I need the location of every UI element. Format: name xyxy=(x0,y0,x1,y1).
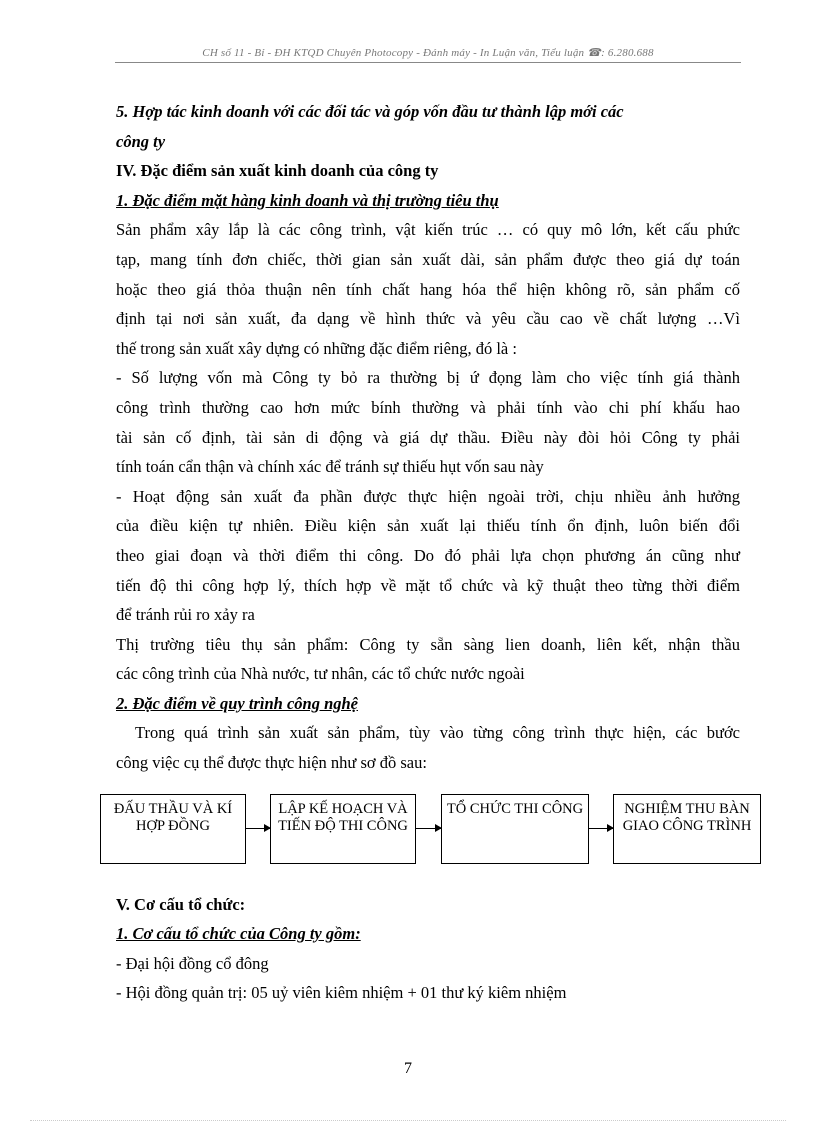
paragraph-line: công việc cụ thể được thực hiện như sơ đồ sau: xyxy=(116,753,427,773)
header-rule xyxy=(115,62,741,63)
paragraph-line: theo giai đoạn và thời điểm thi công. Do đó phải lựa chọn phương án cũng như xyxy=(116,545,740,565)
flow-box-construction: TỔ CHỨC THI CÔNG xyxy=(441,794,589,864)
paragraph-line: để tránh rủi ro xảy ra xyxy=(116,605,255,625)
flow-arrow xyxy=(589,828,613,829)
paragraph-line: tính toán cẩn thận và chính xác để tránh sự thiếu hụt vốn sau này xyxy=(116,457,544,477)
paragraph-line: - Số lượng vốn mà Công ty bỏ ra thường bị ứ đọng làm cho việc tính giá thành xyxy=(116,368,740,388)
page-number: 7 xyxy=(404,1060,412,1077)
paragraph-line: công trình thường cao hơn mức bính thường và phải tính vào chi phí khấu hao xyxy=(116,397,740,417)
process-flow-diagram xyxy=(113,788,752,874)
section-heading-5-cont: công ty xyxy=(116,131,166,151)
list-item: - Hội đồng quản trị: 05 uỷ viên kiêm nhiệm + 01 thư ký kiêm nhiệm xyxy=(116,983,567,1003)
paragraph-line: của điều kiện tự nhiên. Điều kiện sản xuất lại thiếu tính ổn định, luôn biến đổi xyxy=(116,516,740,536)
paragraph-line: tài sản cố định, tài sản di động và giá dự thầu. Điều này đòi hỏi Công ty phải xyxy=(116,427,740,447)
paragraph-line: Thị trường tiêu thụ sản phẩm: Công ty sẵn sàng lien doanh, liên kết, nhận thầu xyxy=(116,634,740,654)
subheading-1: 1. Đặc điểm mặt hàng kinh doanh và thị trường tiêu thụ xyxy=(116,190,499,210)
chapter-heading-iv: IV. Đặc điểm sản xuất kinh doanh của công ty xyxy=(116,161,439,181)
paragraph-line: tiến độ thi công hợp lý, thích hợp về mặt tổ chức và kỹ thuật theo từng thời điểm xyxy=(116,575,740,595)
flow-arrow xyxy=(246,828,270,829)
paragraph-line: định tại nơi sản xuất, đa dạng về hình thức và yêu cầu cao về chất lượng …Vì xyxy=(116,309,740,329)
paragraph-line: tạp, mang tính đơn chiếc, thời gian sản xuất dài, sản phẩm được theo giá dự toán xyxy=(116,249,740,269)
paragraph-line: - Hoạt động sản xuất đa phần được thực hiện ngoài trời, chịu nhiều ảnh hưởng xyxy=(116,486,740,506)
flow-box-bidding: ĐẤU THẦU VÀ KÍ HỢP ĐỒNG xyxy=(100,794,246,864)
subheading-2: 2. Đặc điểm về quy trình công nghệ xyxy=(116,693,358,713)
flow-box-planning: LẬP KẾ HOẠCH VÀ TIẾN ĐỘ THI CÔNG xyxy=(270,794,416,864)
paragraph-line: hoặc theo giá thỏa thuận nên tính chất hang hóa thể hiện không rõ, sản phẩm cố xyxy=(116,279,740,299)
chapter-heading-v: V. Cơ cấu tổ chức: xyxy=(116,894,246,914)
section-heading-5: 5. Hợp tác kinh doanh với các đối tác và góp vốn đầu tư thành lập mới các xyxy=(116,102,624,121)
paragraph-line: Trong quá trình sản xuất sản phẩm, tùy vào từng công trình thực hiện, các bước xyxy=(116,723,740,743)
paragraph-line: Sản phẩm xây lắp là các công trình, vật kiến trúc … có quy mô lớn, kết cấu phức xyxy=(116,220,740,240)
flow-box-handover: NGHIỆM THU BÀN GIAO CÔNG TRÌNH xyxy=(613,794,761,864)
document-body xyxy=(113,97,752,1008)
subheading-org-1: 1. Cơ cấu tổ chức của Công ty gồm: xyxy=(116,924,361,944)
paragraph-line: các công trình của Nhà nước, tư nhân, các tổ chức nước ngoài xyxy=(116,664,525,684)
footer-divider xyxy=(30,1120,786,1121)
paragraph-line: thế trong sản xuất xây dựng có những đặc điểm riêng, đó là : xyxy=(116,338,517,358)
list-item: - Đại hội đồng cổ đông xyxy=(116,953,269,973)
flow-arrow xyxy=(416,828,441,829)
page-header: CH số 11 - Bỉ - ĐH KTQD Chuyên Photocopy - Đánh máy - In Luận văn, Tiểu luận ☎: 6.280.688 xyxy=(202,47,654,59)
